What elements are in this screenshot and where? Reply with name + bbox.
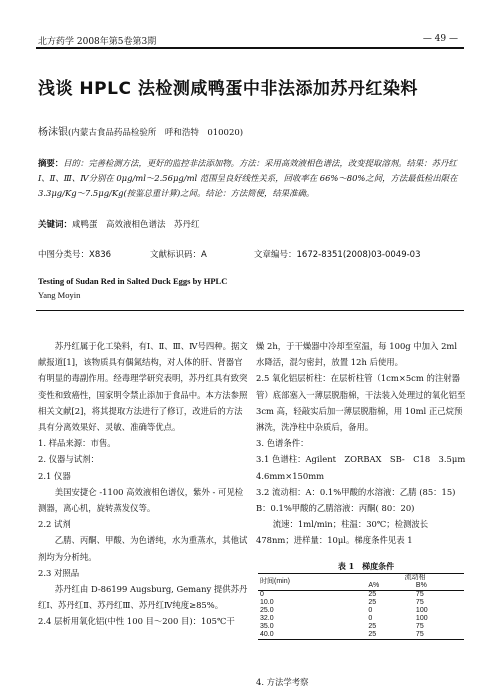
table-cell: 32.0 [260, 615, 274, 622]
english-author: Yang Moyin [38, 290, 81, 300]
journal-header: 北方药学 2008年第5卷第3期 [38, 37, 157, 47]
table-cell: 75 [415, 591, 424, 598]
english-title: Testing of Sudan Red in Salted Duck Eggs by HPLC [38, 276, 228, 286]
table-cell: 40.0 [258, 631, 366, 640]
table-cell: 75 [415, 623, 424, 630]
table-cell: 0 [368, 607, 373, 614]
page-number: — 49 — [422, 34, 458, 44]
table-cell: 25.0 [260, 607, 274, 614]
header-rule [36, 47, 464, 49]
table-header-time: 时间(min) [258, 574, 366, 591]
table-cell: 25 [366, 631, 414, 640]
table-row [258, 591, 464, 600]
body-paragraph: 苏丹红属于化工染料，有Ⅰ、Ⅱ、Ⅲ、Ⅳ号四种。据文献报道[1]，该物质具有偶氮结构，对人体的肝、肾器官有明显的毒副作用。经毒理学研究表明，苏丹红具有致突变性和致癌性，国家明令禁止添加于食品中。本方法参照相关文献[2]，将其提取方法进行了修订，改进后的方法具有分离效果好、灵敏、准确等优点。 [38, 341, 248, 433]
keywords-text: 咸鸭蛋 高效液相色谱法 苏丹红 [72, 220, 200, 230]
table-header-a: A% [366, 582, 414, 591]
table-cell: 35.0 [260, 623, 274, 630]
abstract-text: 目的：完善检测方法，更好的监控非法添加物。方法：采用高效液相色谱法，改变提取溶剂。结果：苏丹红Ⅰ、Ⅱ、Ⅲ、Ⅳ分别在 0μg/ml～2.56μg/ml 范围呈良好线性关系，回收率在 66%～80%之间，方法最低检出限在 3.3μg/Kg～7.5μg/Kg(按鉴总重计算)之间。结论：方法简便，结果准确。 [38, 158, 458, 198]
article-title: 浅谈 HPLC 法检测咸鸭蛋中非法添加苏丹红染料 [38, 79, 418, 99]
table-cell: 25 [368, 591, 377, 598]
table-header-b: B% [414, 582, 464, 591]
table-title: 表 1 梯度条件 [337, 561, 395, 571]
body-paragraph: 燥 2h，于干燥器中冷却至室温，每 100g 中加入 2ml 水降活，混匀密封，放置 12h 后使用。 [256, 341, 458, 368]
keywords [38, 218, 200, 230]
table-cell: 0 [260, 591, 264, 598]
body-paragraph: 2.5 氧化铝层析柱：在层析柱管（1cm×5cm 的注射器管）底部塞入一薄层脱脂棉，干法装入处理过的氧化铝至 3cm 高，轻敲实后加一薄层脱脂棉，用 10ml 正己烷预淋洗，洗净柱中杂质后，备用。 [256, 373, 466, 433]
keywords-label: 关键词： [38, 220, 73, 230]
body-paragraph: 2.3 对照品 [38, 567, 80, 578]
table-cell: 0 [368, 615, 373, 622]
right-column [256, 338, 468, 549]
article-number: 文章编号：1672-8351(2008)03-0049-03 [254, 250, 421, 260]
body-paragraph: 流速：1ml/min；柱温：30℃；检测波长 478nm；进样量：10μl。梯度条件见表 1 [256, 519, 429, 546]
document-code: 文献标识码：A [150, 250, 207, 260]
table-row [258, 631, 464, 640]
body-paragraph: 2. 仪器与试剂： [38, 454, 99, 465]
gradient-table [258, 573, 464, 640]
table-cell: 100 [415, 615, 428, 622]
author-line [38, 123, 243, 138]
body-paragraph: 苏丹红由 D-86199 Augsburg, Gemany 提供苏丹红Ⅰ、苏丹红Ⅱ、苏丹红Ⅲ、苏丹红Ⅳ纯度≥85%。 [38, 584, 248, 611]
table-cell: 75 [415, 599, 424, 606]
abstract-label: 摘要： [38, 158, 64, 168]
body-paragraph: 美国安捷仑 -1100 高效液相色谱仪，紫外 - 可见检测器，离心机，旋转蒸发仪等。 [38, 486, 244, 514]
body-paragraph: 2.4 层析用氧化铝(中性 100 目～200 目)：105℃干 [38, 616, 235, 627]
table-cell: 10.0 [260, 599, 274, 606]
body-paragraph: 1. 样品来源：市售。 [38, 438, 116, 449]
body-paragraph: 3. 色谱条件： [256, 438, 309, 449]
table-row [258, 599, 464, 607]
table-cell: 25 [368, 623, 377, 630]
table-cell: 25 [368, 599, 377, 606]
table-cell: 75 [414, 631, 464, 640]
table-header-mobile: 流动相 [366, 574, 464, 583]
body-paragraph: 乙腈、丙酮、甲酸、为色谱纯，水为重蒸水，其他试剂均为分析纯。 [38, 535, 248, 562]
author-name: 杨沫银 [38, 127, 68, 138]
table-row [258, 607, 464, 615]
section-heading: 4. 方法学考察 [256, 677, 309, 687]
body-paragraph: 3.2 流动相：A：0.1%甲酸的水溶液：乙腈 (85：15) B：0.1%甲酸的乙腈溶液：丙酮( 80：20) [256, 486, 456, 514]
table-row [258, 615, 464, 623]
left-column [38, 338, 250, 630]
table-row [258, 623, 464, 631]
abstract [38, 156, 462, 201]
table-cell: 100 [415, 607, 428, 614]
title-block-rule [36, 310, 464, 311]
clc-number: 中图分类号：X836 [38, 250, 112, 260]
body-paragraph: 2.2 试剂 [38, 519, 71, 530]
body-paragraph: 2.1 仪器 [38, 470, 71, 481]
author-affiliation: (内蒙古食品药品检验所 呼和浩特 010020) [68, 128, 244, 138]
body-paragraph: 3.1 色谱柱：Agilent ZORBAX SB- C18 3.5μm 4.6mm×150mm [256, 454, 466, 481]
